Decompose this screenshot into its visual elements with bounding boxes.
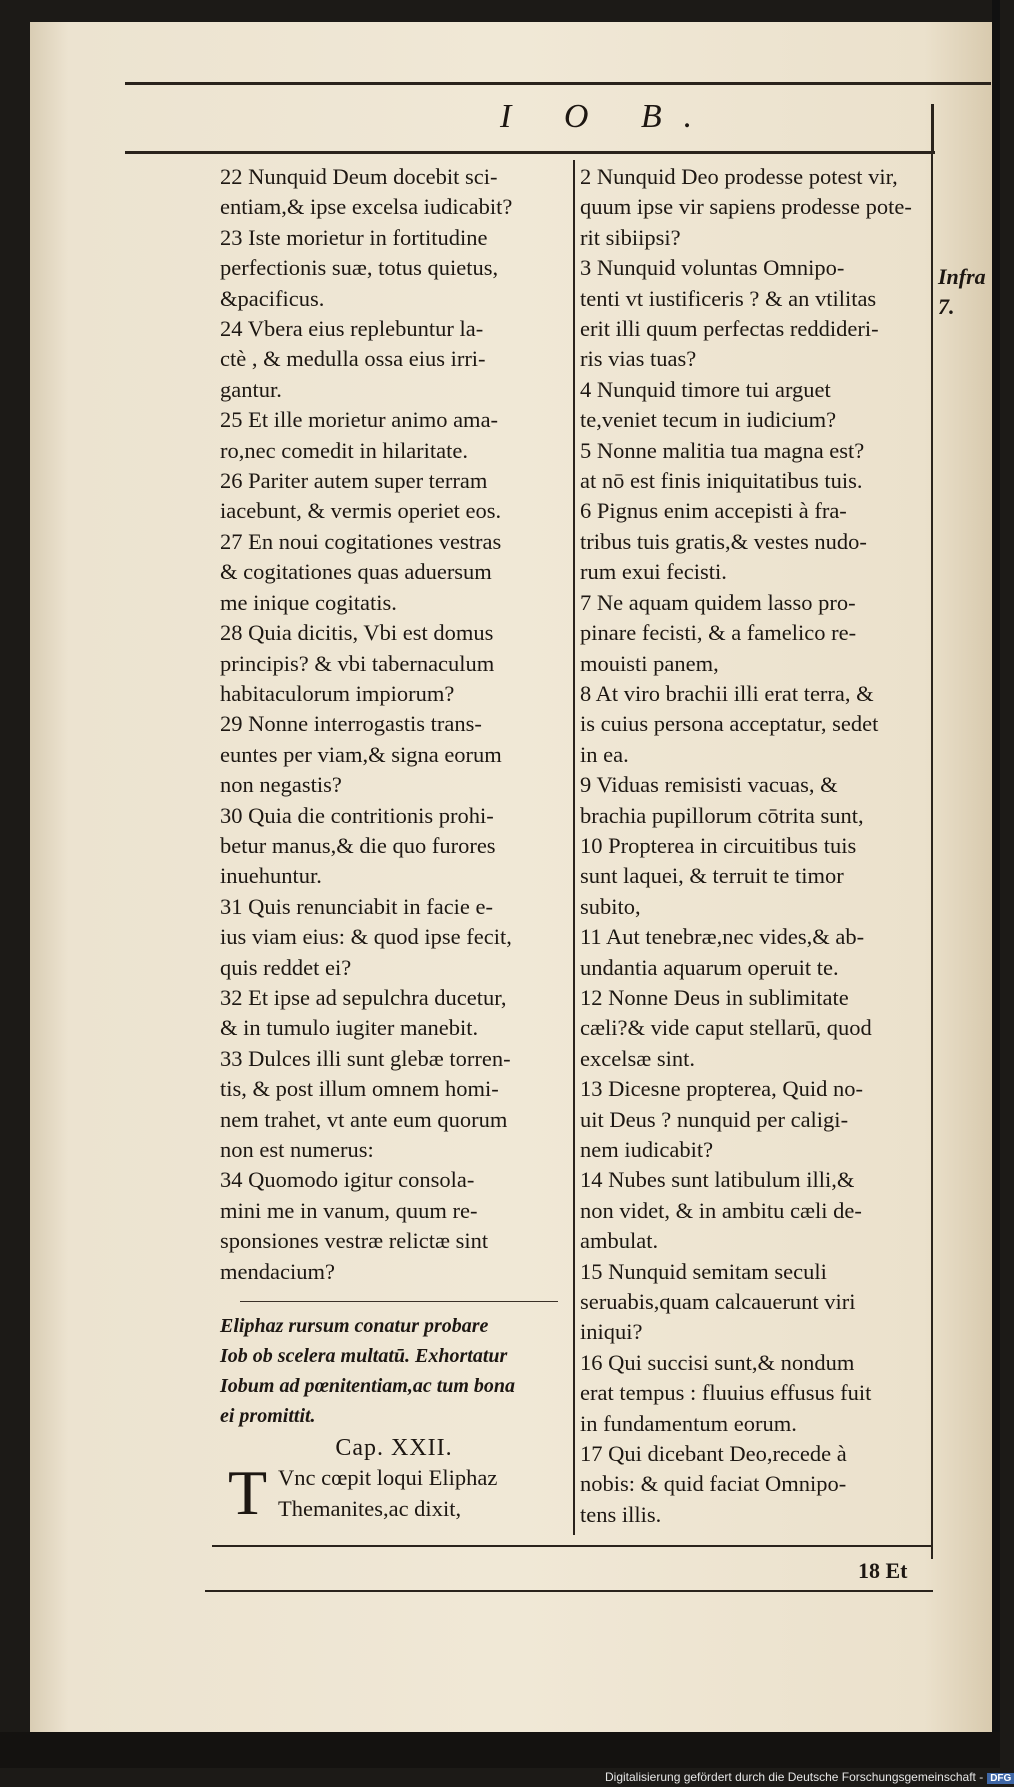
text-bottom-rule [212, 1545, 933, 1547]
margin-cross-reference: Infra 7. [938, 264, 986, 319]
verse-11: 11 Aut tenebræ,nec vides,& ab- undantia aquarum operuit te. [580, 924, 865, 980]
verse-32: 32 Et ipse ad sepulchra ducetur, & in tumulo iugiter manebit. [220, 984, 507, 1041]
verse-23: 23 Iste morietur in fortitudine perfectionis suæ, totus quietus, &pacificus. [220, 224, 499, 311]
verse-17: 17 Qui dicebant Deo,recede à nobis: & quid faciat Omnipo- tens illis. [580, 1441, 847, 1527]
page-edge-shadow [992, 0, 1000, 1732]
verse-13: 13 Dicesne propterea, Quid no- uit Deus ? nunquid per caligi- nem iudicabit? [580, 1076, 864, 1162]
verse-10: 10 Propterea in circuitibus tuis sunt laquei, & terruit te timor subito, [580, 832, 857, 919]
verse-25: 25 Et ille morietur animo ama- ro,nec comedit in hilaritate. [220, 407, 499, 463]
chapter-opening-text: Vnc cœpit loqui Eliphaz Themanites,ac dixit, [278, 1465, 498, 1521]
verse-4: 4 Nunquid timore tui arguet te,veniet tecum in iudicium? [580, 376, 837, 433]
verse-6: 6 Pignus enim accepisti à fra- tribus tuis gratis,& vestes nudo- rum exui fecisti. [580, 498, 867, 585]
verse-34: 34 Quomodo igitur consola- mini me in vanum, quum re- sponsiones vestræ relictæ sint mendacium? [220, 1167, 489, 1284]
verse-22: 22 Nunquid Deum docebit sci- entiam,& ipse excelsa iudicabit? [220, 164, 513, 220]
verse-27: 27 En noui cogitationes vestras & cogitationes quas aduersum me inique cogitatis. [220, 528, 502, 615]
header-end-bar [931, 104, 934, 152]
drop-cap: T [228, 1457, 268, 1529]
verse-30: 30 Quia die contritionis prohi- betur manus,& die quo furores inuehuntur. [220, 802, 496, 889]
verse-9: 9 Viduas remisisti vacuas, & brachia pupillorum cōtrita sunt, [580, 772, 864, 828]
verse-16: 16 Qui succisi sunt,& nondum erat tempus : fluuius effusus fuit in fundamentum eorum. [580, 1349, 872, 1436]
catchword-rule [205, 1590, 933, 1592]
verse-26: 26 Pariter autem super terram iacebunt, & vermis operiet eos. [220, 468, 502, 524]
catchword: 18 Et [858, 1558, 908, 1583]
header-bottom-rule [125, 151, 935, 154]
scan-bottom-band [0, 1732, 1000, 1768]
right-column [580, 162, 925, 1530]
chapter-opening [220, 1457, 568, 1529]
verse-14: 14 Nubes sunt latibulum illi,& non videt, & in ambitu cæli de- ambulat. [580, 1167, 862, 1254]
column-divider [573, 160, 575, 1535]
chapter-summary: Eliphaz rursum conatur probare Iob ob scelera multatū. Exhortatur Iobum ad pœnitentiam,ac tum bona ei promittit. [220, 1301, 568, 1431]
verse-29: 29 Nonne interrogastis trans- euntes per viam,& signa eorum non negastis? [220, 711, 502, 798]
header-top-rule [125, 82, 991, 85]
verse-33: 33 Dulces illi sunt glebæ torren- tis, & post illum omnem homi- nem trahet, vt ante eum quorum non est numerus: [220, 1045, 511, 1162]
running-title: I O B. [500, 98, 715, 135]
right-frame-line [931, 154, 933, 1559]
verse-7: 7 Ne aquam quidem lasso pro- pinare fecisti, & a famelico re- mouisti panem, [580, 589, 857, 676]
chapter-heading: Cap. XXII. [335, 1435, 453, 1462]
verse-8: 8 At viro brachii illi erat terra, & is cuius persona acceptatur, sedet in ea. [580, 680, 879, 767]
dfg-logo: DFG [987, 1773, 1014, 1784]
digitization-credit [605, 1770, 1014, 1784]
verse-12: 12 Nonne Deus in sublimitate cæli?& vide caput stellarū, quod excelsæ sint. [580, 984, 872, 1071]
left-column [220, 162, 568, 1527]
verse-5: 5 Nonne malitia tua magna est? at nō est finis iniquitatibus tuis. [580, 437, 865, 494]
verse-15: 15 Nunquid semitam seculi seruabis,quam calcauerunt viri iniqui? [580, 1258, 856, 1345]
verse-31: 31 Quis renunciabit in facie e- ius viam eius: & quod ipse fecit, quis reddet ei? [220, 893, 512, 980]
verse-28: 28 Quia dicitis, Vbi est domus principis? & vbi tabernaculum habitaculorum impiorum? [220, 620, 495, 706]
verse-2: 2 Nunquid Deo prodesse potest vir, quum ipse vir sapiens prodesse pote- rit sibiipsi? [580, 164, 912, 250]
verse-24: 24 Vbera eius replebuntur la- ctè , & medulla ossa eius irri- gantur. [220, 316, 486, 402]
credit-text: Digitalisierung gefördert durch die Deutsche Forschungsgemeinschaft - [605, 1770, 984, 1784]
verse-3: 3 Nunquid voluntas Omnipo- tenti vt iustificeris ? & an vtilitas erit illi quum perfectas reddideri- ris vias tuas? [580, 255, 879, 372]
